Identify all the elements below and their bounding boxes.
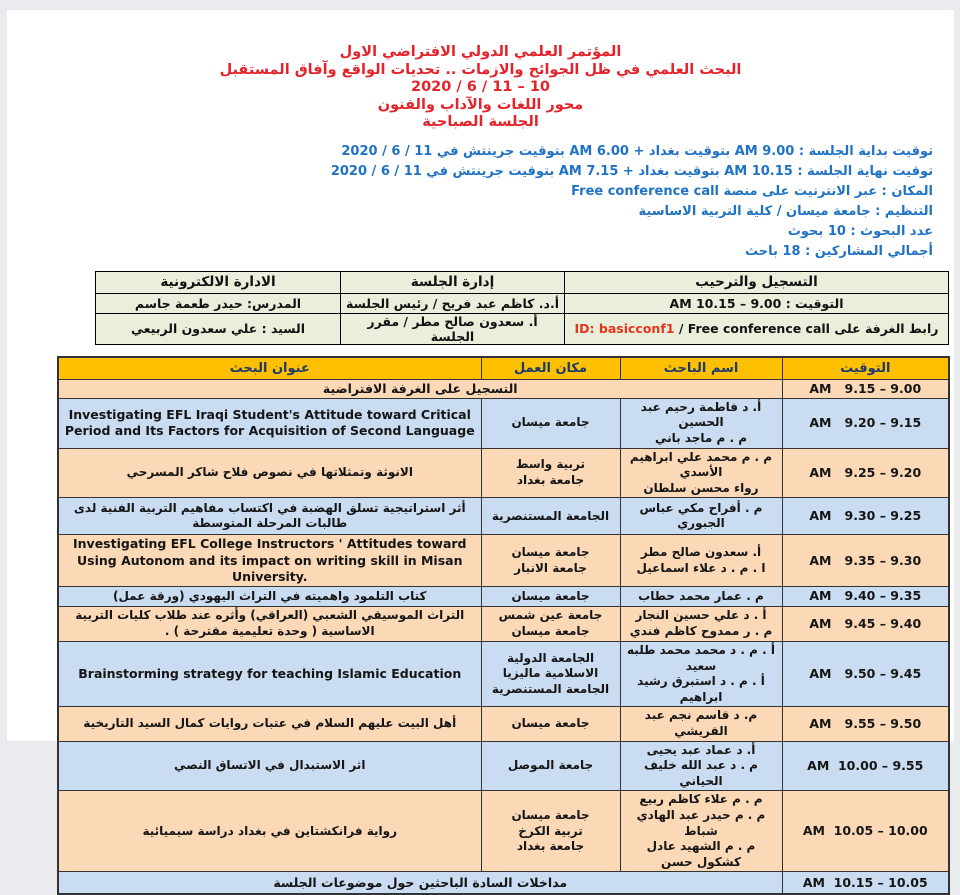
- session-participant-count: أجمالي المشاركين : 18 باحث: [745, 243, 933, 259]
- schedule-col-workplace: مكان العمل: [481, 357, 620, 380]
- session-info-block: [7, 142, 933, 262]
- schedule-header-row: [58, 357, 949, 380]
- room-platform: Free conference call: [687, 321, 830, 336]
- time-cell: AM 9.20 – 9.15: [782, 398, 949, 448]
- research-title-cell: كتاب التلمود واهميته في التراث اليهودي (ورقة عمل): [58, 587, 481, 607]
- research-title-cell: أثر استراتيجية تسلق الهضبة في اكتساب مفاهيم التربية الفنية لدى طالبات المرحلة المتوسطة: [58, 498, 481, 535]
- workplace-cell: جامعة ميسان: [481, 587, 620, 607]
- schedule-row: [58, 741, 949, 791]
- research-title-cell: الانوثة وتمثلاتها في نصوص فلاح شاكر المسرحي: [58, 448, 481, 498]
- research-title-cell: رواية فرانكشتاين في بغداد دراسة سيميائية: [58, 791, 481, 872]
- schedule-col-time: التوقيت: [782, 357, 949, 380]
- session-rapporteur-cell: أ. سعدون صالح مطر / مقرر الجلسة: [341, 313, 565, 344]
- workplace-cell: جامعة الموصل: [481, 741, 620, 791]
- schedule-table: [57, 356, 950, 895]
- schedule-row: [58, 587, 949, 607]
- workplace-cell: الجامعة المستنصرية: [481, 498, 620, 535]
- time-cell: AM 10.15 – 10.05: [782, 872, 949, 894]
- researcher-name-cell: م . أفراح مكي عباس الجبوري: [620, 498, 782, 535]
- workplace-cell: جامعة عين شمس جامعة ميسان: [481, 607, 620, 642]
- researcher-name-cell: أ . م . د محمد محمد طلبه سعيد أ . م . د استبرق رشيد ابراهيم: [620, 642, 782, 707]
- researcher-name-cell: م. د قاسم نجم عبد القريشي: [620, 707, 782, 741]
- room-id: ID: basicconf1: [574, 321, 675, 336]
- conference-title-line: المؤتمر العلمي الدولي الافتراضي الاول: [339, 44, 622, 60]
- schedule-row: [58, 379, 949, 398]
- time-cell: AM 9.55 – 9.50: [782, 707, 949, 741]
- conference-title-block: [7, 44, 954, 132]
- timing-value: AM 10.15 – 9.00: [669, 295, 782, 311]
- schedule-row: [58, 607, 949, 642]
- e-admin-cell: المدرس: حيدر طعمة جاسم: [96, 293, 341, 313]
- schedule-row: [58, 448, 949, 498]
- e-admin-cell: السيد : علي سعدون الربيعي: [96, 313, 341, 344]
- workplace-cell: جامعة ميسان تربية الكرخ جامعة بغداد: [481, 791, 620, 872]
- schedule-row: [58, 707, 949, 741]
- time-cell: AM 9.35 – 9.30: [782, 535, 949, 587]
- session-location: المكان : عبر الانترنيت على منصة Free conference call: [571, 183, 933, 199]
- admin-header-row: [96, 271, 949, 293]
- research-title-cell: اثر الاستبدال في الاتساق النصي: [58, 741, 481, 791]
- time-cell: AM 9.40 – 9.35: [782, 587, 949, 607]
- researcher-name-cell: أ. د فاطمة رحيم عبد الحسين م . م ماجد باني: [620, 398, 782, 448]
- session-end-time: توقيت نهاية الجلسة : AM 10.15 بتوقيت بغداد + AM 7.15 بتوقيت جرينتش في 11 / 6 / 2020: [330, 163, 933, 179]
- schedule-col-title: عنوان البحث: [58, 357, 481, 380]
- conference-track-line: محور اللغات والآداب والفنون: [377, 96, 584, 113]
- room-link-value: [575, 321, 830, 336]
- researcher-name-cell: م . عمار محمد حطاب: [620, 587, 782, 607]
- researcher-name-cell: أ. سعدون صالح مطر ا . م . د علاء اسماعيل: [620, 535, 782, 587]
- timing-label: التوقيت :: [785, 295, 844, 311]
- time-cell: AM 9.30 – 9.25: [782, 498, 949, 535]
- session-timing-cell: [565, 293, 949, 313]
- time-cell: AM 9.15 – 9.00: [782, 379, 949, 398]
- admin-col-registration: التسجيل والترحيب: [565, 271, 949, 293]
- room-link-label: رابط الغرفة على: [834, 321, 939, 336]
- time-cell: AM 10.00 – 9.55: [782, 741, 949, 791]
- schedule-row: [58, 535, 949, 587]
- workplace-cell: جامعة ميسان: [481, 398, 620, 448]
- admin-col-session-mgmt: إدارة الجلسة: [341, 271, 565, 293]
- session-activity-cell: مداخلات السادة الباحثين حول موضوعات الجلسة: [58, 872, 782, 894]
- admin-row: [96, 313, 949, 344]
- room-link-sep: /: [674, 321, 688, 336]
- conference-date-line: 10 – 11 / 6 / 2020: [411, 79, 550, 95]
- researcher-name-cell: أ . د علي حسين النجار م . ر ممدوح كاظم فندي: [620, 607, 782, 642]
- session-admin-table: [95, 271, 949, 345]
- document-page: [7, 10, 954, 890]
- schedule-row: [58, 872, 949, 894]
- research-title-cell: Investigating EFL Iraqi Student's Attitude toward Critical Period and Its Factors for Acquisition of Second Language: [58, 398, 481, 448]
- conference-session-line: الجلسة الصباحية: [422, 114, 539, 130]
- schedule-row: [58, 642, 949, 707]
- research-title-cell: التراث الموسيقي الشعبي (العراقي) وأثره عند طلاب كليات التربية الاساسية ( وحدة تعليمية مقترحة ) .: [58, 607, 481, 642]
- researcher-name-cell: أ. د عماد عبد يحيى م . د عبد الله خليف الحياني: [620, 741, 782, 791]
- session-start-time: توقيت بداية الجلسة : AM 9.00 بتوقيت بغداد + AM 6.00 بتوقيت جرينتش في 11 / 6 / 2020: [341, 143, 933, 159]
- workplace-cell: تربية واسط جامعة بغداد: [481, 448, 620, 498]
- admin-col-e-admin: الادارة الالكترونية: [96, 271, 341, 293]
- schedule-row: [58, 398, 949, 448]
- session-chair-cell: أ.د. كاظم عبد فريح / رئيس الجلسة: [341, 293, 565, 313]
- time-cell: AM 9.50 – 9.45: [782, 642, 949, 707]
- schedule-col-researcher: اسم الباحث: [620, 357, 782, 380]
- schedule-body: [58, 379, 949, 894]
- workplace-cell: الجامعة الدولية الاسلامية ماليزيا الجامعة المستنصرية: [481, 642, 620, 707]
- session-activity-cell: التسجيل على الغرفة الافتراضية: [58, 379, 782, 398]
- schedule-row: [58, 791, 949, 872]
- schedule-row: [58, 498, 949, 535]
- research-title-cell: أهل البيت عليهم السلام في عتبات روايات كمال السيد التاريخية: [58, 707, 481, 741]
- time-cell: AM 10.05 – 10.00: [782, 791, 949, 872]
- researcher-name-cell: م . م محمد علي ابراهيم الأسدي رواء محسن سلطان: [620, 448, 782, 498]
- session-paper-count: عدد البحوث : 10 بحوث: [787, 223, 933, 239]
- time-cell: AM 9.45 – 9.40: [782, 607, 949, 642]
- session-organizer: التنظيم : جامعة ميسان / كلية التربية الاساسية: [638, 203, 933, 219]
- workplace-cell: جامعة ميسان: [481, 707, 620, 741]
- research-title-cell: Investigating EFL College Instructors ' Attitudes toward Using Autonom and its impact on writing skill in Misan University.: [58, 535, 481, 587]
- researcher-name-cell: م . م علاء كاظم ربيع م . م حيدر عبد الهادي شباط م . م الشهيد عادل كشكول حسن: [620, 791, 782, 872]
- research-title-cell: Brainstorming strategy for teaching Islamic Education: [58, 642, 481, 707]
- admin-row: [96, 293, 949, 313]
- conference-subtitle-line: البحث العلمي في ظل الجوائح والازمات .. تحديات الواقع وآفاق المستقبل: [219, 61, 742, 78]
- workplace-cell: جامعة ميسان جامعة الانبار: [481, 535, 620, 587]
- room-link-cell: [565, 313, 949, 344]
- time-cell: AM 9.25 – 9.20: [782, 448, 949, 498]
